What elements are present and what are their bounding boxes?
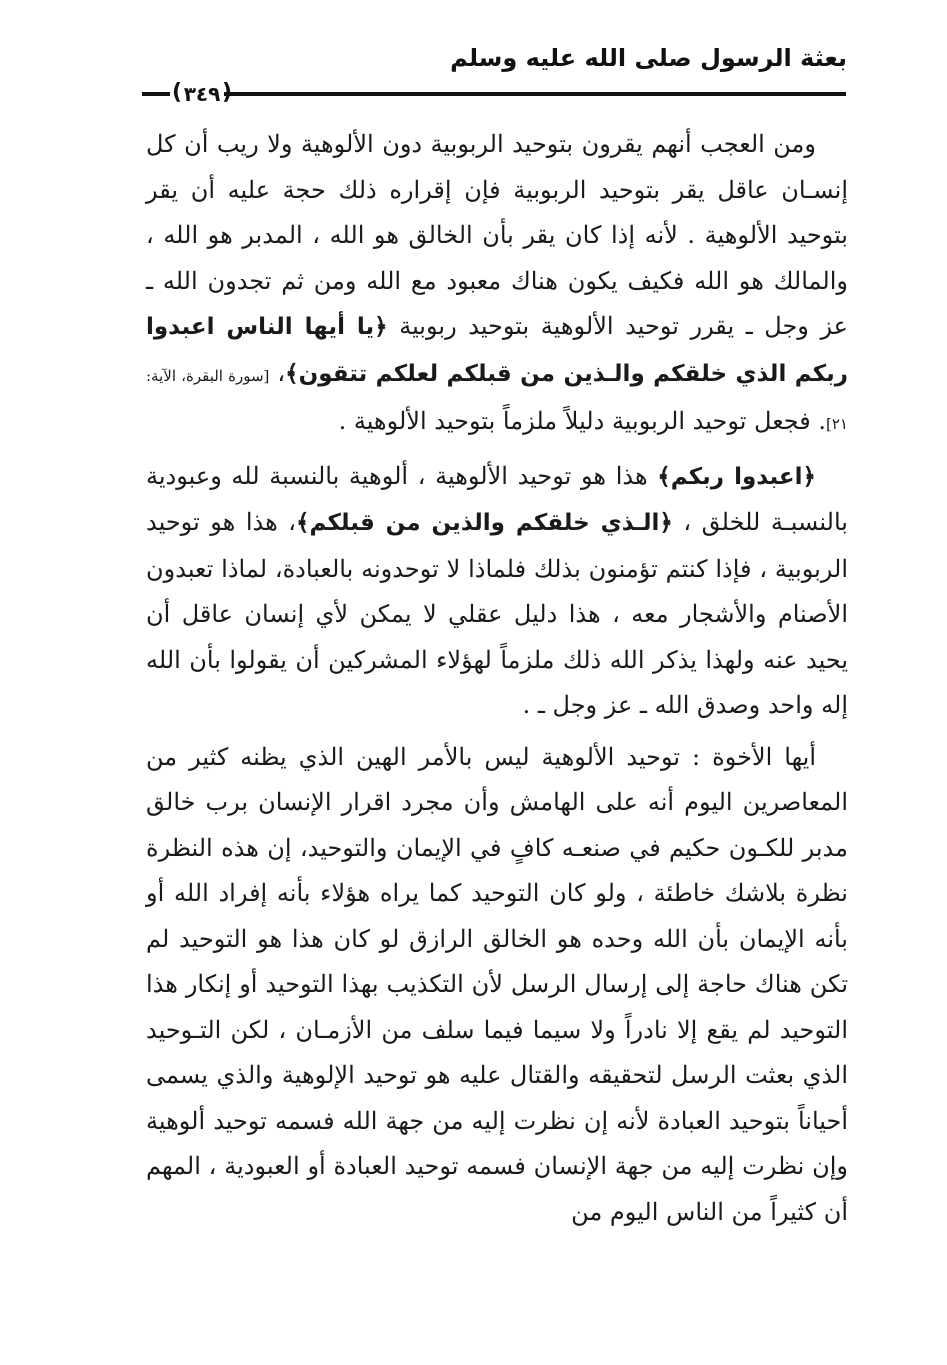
- page-number: ( ٣٤٩ ): [178, 80, 226, 108]
- text-segment: أيها الأخوة : توحيد الألوهية ليس بالأمر الهين الذي يظنه كثير من المعاصرين اليوم أنه على الهامش وأن مجرد اقرار الإنسان برب خالق مدبر للكـون حكيم في صنعـه كافٍ في الإيمان والتوحيد، إن هذه النظرة نظرة بلاشك خاطئة ، ولو كان التوحيد كما يراه هؤلاء بأنه إفراد الله أو بأنه الإيمان بأن الله وحده هو الخالق الرازق لو كان هذا هو التوحيد لم تكن هناك حاجة إلى إرسال الرسل لأن التكذيب بهذا التوحيد أو إنكار هذا التوحيد لم يقع إلا نادراً ولا سيما فيما سلف من الأزمـان ، لكن التـوحيد الذي بعثت الرسل لتحقيقه والقتال عليه هو توحيد الإلوهية والذي يسمى أحياناً بتوحيد العبادة لأنه إن نظرت إليه من جهة الله فسمه توحيد ألوهية وإن نظرت إليه من جهة الإنسان فسمه توحيد العبادة أو العبودية ، المهم أن كثيراً من الناس اليوم من: [146, 742, 848, 1226]
- verse-citation: [سورة البقرة، الآية: ٢١]: [146, 366, 848, 433]
- text-segment: . فجعل توحيد الربوبية دليلاً ملزماً بتوحيد الألوهية .: [338, 407, 827, 435]
- text-segment: ومن العجب أنهم يقرون بتوحيد الربوبية دون الألوهية ولا ريب أن كل إنسـان عاقل يقر بتوحيد الربوبية فإن إقراره ذلك حجة عليه أن يقر بتوحيد الألوهية . لأنه إذا كان يقر بأن الخالق هو الله ، المدبر هو الله ، والمالك هو الله فكيف يكون هناك معبود مع الله ومن ثم تجدون الله ـ عز وجل ـ يقرر توحيد الألوهية بتوحيد ربوبية: [146, 130, 849, 340]
- paragraph: [146, 735, 848, 1236]
- body-text: [146, 122, 848, 1241]
- text-segment: ،: [269, 358, 286, 387]
- quran-verse: ﴿اعبدوا ربكم﴾: [657, 463, 817, 490]
- quran-verse: ﴿الـذي خلقكم والذين من قبلكم﴾: [296, 510, 673, 536]
- paragraph: [146, 122, 848, 448]
- running-title: بعثة الرسول صلى الله عليه وسلم: [450, 44, 847, 72]
- header-rule-long: [224, 92, 846, 96]
- text-segment: هذا هو توحيد الألوهية ، ألوهية بالنسبة لله وعبودية بالنسبـة للخلق ،: [146, 461, 848, 536]
- paragraph: [146, 454, 848, 729]
- header-rule-short: [142, 92, 170, 96]
- quran-verse: ﴿يا أيها الناس اعبدوا ربكم الذي خلقكم والـذين من قبلكم لعلكم تتقون﴾: [146, 314, 849, 387]
- header-rule: [142, 84, 846, 104]
- text-segment: ، هذا هو توحيد الربوبية ، فإذا كنتم تؤمنون بذلك فلماذا لا توحدونه بالعبادة، لماذا تعبدون الأصنام والأشجار معه ، هذا دليل عقلي لا يمكن لأي إنسان عاقل أن يحيد عنه ولهذا يذكر الله ذلك ملزماً لهؤلاء المشركين أن يقولوا بأن الله إله واحد وصدق الله ـ عز وجل ـ .: [146, 508, 848, 719]
